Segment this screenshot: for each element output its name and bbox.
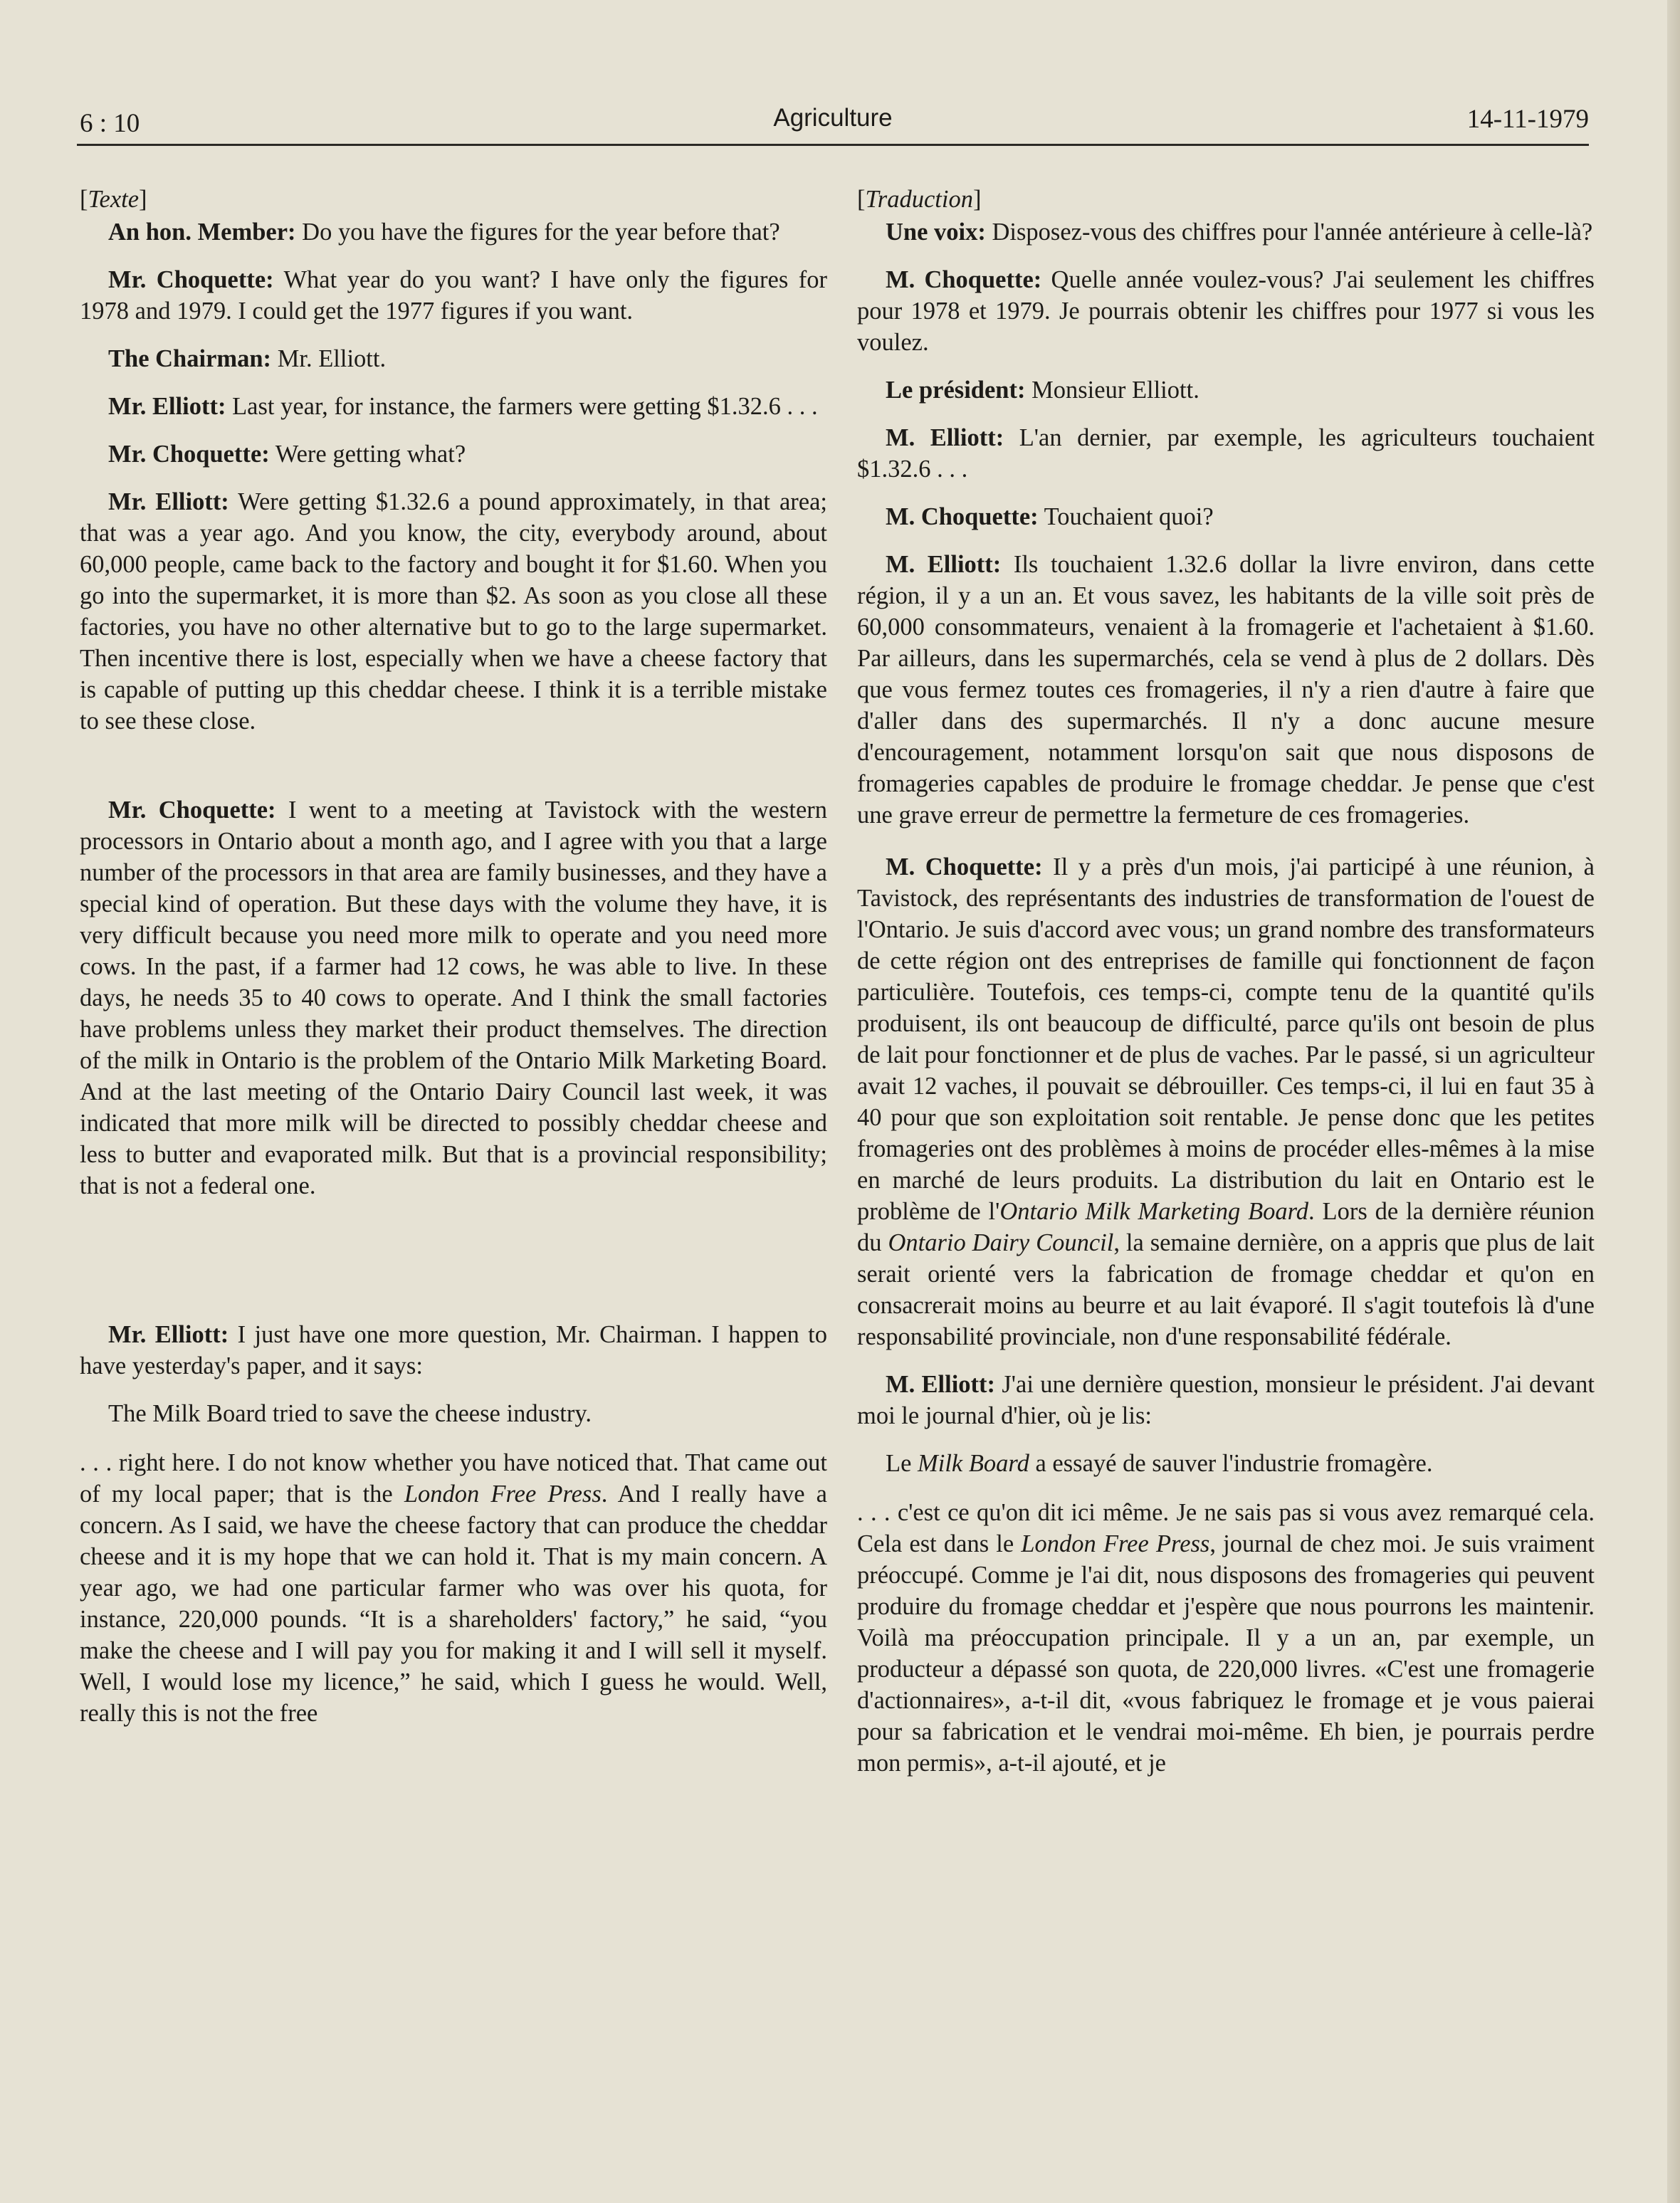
english-column <box>80 177 827 1745</box>
speaker: Mr. Choquette: <box>108 266 274 293</box>
page-title: Agriculture <box>773 104 893 132</box>
paragraph: . . . right here. I do not know whether you have noticed that. That came out of my local paper; that is the London Free Press. And I really have a concern. As I said, we have the cheese factory that can produce the cheddar cheese and it is my hope that we can hold it. That is my main concern. A year ago, we had one particular farmer who was over his quota, for instance, 220,000 pounds. “It is a shareholders' factory,” he said, “you make the cheese and I will pay you for making it and I will sell it myself. Well, I would lose my licence,” he said, which I guess he would. Well, really this is not the free <box>80 1449 827 1727</box>
page-header <box>77 104 1589 146</box>
speaker: Une voix: <box>886 219 986 246</box>
newspaper-name: London Free Press <box>404 1481 602 1508</box>
speaker: M. Choquette: <box>886 503 1039 530</box>
speaker: Mr. Choquette: <box>108 796 276 824</box>
paragraph: The Chairman: Mr. Elliott. <box>108 345 387 372</box>
page-number: 6 : 10 <box>80 109 140 138</box>
quotation: The Milk Board tried to save the cheese industry. <box>108 1400 592 1427</box>
speaker: Mr. Choquette: <box>108 441 270 468</box>
paragraph: M. Choquette: Il y a près d'un mois, j'ai participé à une réunion, à Tavistock, des représentants des industries de transformation de l'ouest de l'Ontario. Je suis d'accord avec vous; un grand nombre des transformateurs de cette région ont des entreprises de famille qui fonctionnent de façon particulière. Toutefois, ces temps-ci, compte tenu de la quantité qu'ils produisent, ils ont beaucoup de difficulté, parce qu'ils ont besoin de plus de lait pour fonctionner et de plus de vaches. Par le passé, si un agriculteur avait 12 vaches, il pouvait se débrouiller. Ces temps-ci, il lui en faut 35 à 40 pour que son exploitation soit rentable. Je pense donc que les petites fromageries ont des problèmes à moins de procéder elles-mêmes à la mise en marché de leurs produits. La distribution du lait en Ontario est le problème de l'Ontario Milk Marketing Board. Lors de la dernière réunion du Ontario Dairy Council, la semaine dernière, on a appris que plus de lait serait orienté vers la fabrication de fromage cheddar et qu'on en consacrerait moins au beurre et au lait évaporé. Il s'agit toutefois là d'une responsabilité provinciale, non d'une responsabilité fédérale. <box>857 853 1595 1350</box>
newspaper-name: London Free Press <box>1021 1530 1210 1557</box>
paragraph: Une voix: Disposez-vous des chiffres pour l'année antérieure à celle-là? <box>886 219 1593 246</box>
speaker: Mr. Elliott: <box>108 393 226 420</box>
paragraph: M. Elliott: L'an dernier, par exemple, les agriculteurs touchaient $1.32.6 . . . <box>857 424 1595 483</box>
paragraph: M. Elliott: J'ai une dernière question, monsieur le président. J'ai devant moi le journal d'hier, où je lis: <box>857 1371 1595 1429</box>
paragraph: Mr. Choquette: I went to a meeting at Tavistock with the western processors in Ontario about a month ago, and I agree with you that a large number of the processors in that area are family businesses, and they have a special kind of operation. But these days with the volume they have, it is very difficult because you need more milk to operate and you need more cows. In the past, if a farmer had 12 cows, he was able to live. In these days, he needs 35 to 40 cows to operate. And I think the small factories have problems unless they market their product themselves. The direction of the milk in Ontario is the problem of the Ontario Milk Marketing Board. And at the last meeting of the Ontario Dairy Council last week, it was indicated that more milk will be directed to possibly cheddar cheese and less to butter and evaporated milk. But that is a provincial responsibility; that is not a federal one. <box>80 796 827 1199</box>
quotation: Le Milk Board a essayé de sauver l'industrie fromagère. <box>886 1450 1433 1477</box>
paragraph: M. Elliott: Ils touchaient 1.32.6 dollar la livre environ, dans cette région, il y a un an. Et vous savez, les habitants de la ville soit près de 60,000 consommateurs, venaient à la fromagerie et l'achetaient à $1.60. Par ailleurs, dans les supermarchés, cela se vend à plus de 2 dollars. Dès que vous fermez toutes ces fromageries, il n'y a rien d'autre à faire que d'aller dans des supermarchés. Il n'y a donc aucune mesure d'encouragement, notamment lorsqu'on sait que nous disposons de fromageries capables de produire le fromage cheddar. Je pense que c'est une grave erreur de permettre la fermeture de ces fromageries. <box>857 551 1595 829</box>
speaker: M. Elliott: <box>886 424 1004 451</box>
speaker: M. Elliott: <box>886 551 1002 578</box>
page-date: 14-11-1979 <box>1466 105 1589 134</box>
speaker: M. Elliott: <box>886 1371 996 1398</box>
paragraph: Mr. Choquette: What year do you want? I have only the figures for 1978 and 1979. I could get the 1977 figures if you want. <box>80 266 827 325</box>
language-tag: [Traduction] <box>857 186 982 213</box>
speaker: M. Choquette: <box>886 266 1042 293</box>
speaker: The Chairman: <box>108 345 272 372</box>
paragraph: Le président: Monsieur Elliott. <box>886 377 1199 404</box>
speaker: M. Choquette: <box>886 853 1043 880</box>
paragraph: Mr. Elliott: Last year, for instance, the farmers were getting $1.32.6 . . . <box>108 393 818 420</box>
paragraph: M. Choquette: Quelle année voulez-vous? J'ai seulement les chiffres pour 1978 et 1979. Je pourrais obtenir les chiffres pour 1977 si vous les voulez. <box>857 266 1595 356</box>
paragraph: M. Choquette: Touchaient quoi? <box>886 503 1214 530</box>
paragraph: Mr. Elliott: I just have one more question, Mr. Chairman. I happen to have yesterday's paper, and it says: <box>80 1321 827 1379</box>
page-edge-shadow <box>1667 0 1680 2203</box>
speaker: Le président: <box>886 377 1026 404</box>
organization-name: Ontario Milk Marketing Board <box>999 1198 1309 1225</box>
speaker: Mr. Elliott: <box>108 1321 229 1348</box>
paragraph: . . . c'est ce qu'on dit ici même. Je ne sais pas si vous avez remarqué cela. Cela est dans le London Free Press, journal de chez moi. Je suis vraiment préoccupé. Comme je l'ai dit, nous disposons des fromageries qui peuvent produire du fromage cheddar et j'espère que nous pourrons les maintenir. Voilà ma préoccupation principale. Il y a un an, par exemple, un producteur a dépassé son quota, de 220,000 livres. «C'est une fromagerie d'actionnaires», a-t-il dit, «vous fabriquez le fromage et je vous paierai pour sa fabrication et le vendrai moi-même. Eh bien, je pourrais perdre mon permis», a-t-il ajouté, et je <box>857 1499 1595 1777</box>
organization-name: Ontario Dairy Council <box>888 1229 1114 1256</box>
paragraph: An hon. Member: Do you have the figures for the year before that? <box>108 219 780 246</box>
paragraph: Mr. Choquette: Were getting what? <box>108 441 466 468</box>
language-tag: [Texte] <box>80 186 147 213</box>
paragraph: Mr. Elliott: Were getting $1.32.6 a pound approximately, in that area; that was a year ago. And you know, the city, everybody around, about 60,000 people, came back to the factory and bought it for $1.60. When you go into the supermarket, it is more than $2. As soon as you close all these factories, you have no other alternative but to go to the large supermarket. Then incentive there is lost, especially when we have a cheese factory that is capable of putting up this cheddar cheese. I think it is a terrible mistake to see these close. <box>80 488 827 735</box>
french-column <box>857 177 1595 1795</box>
speaker: Mr. Elliott: <box>108 488 229 515</box>
speaker: An hon. Member: <box>108 219 296 246</box>
